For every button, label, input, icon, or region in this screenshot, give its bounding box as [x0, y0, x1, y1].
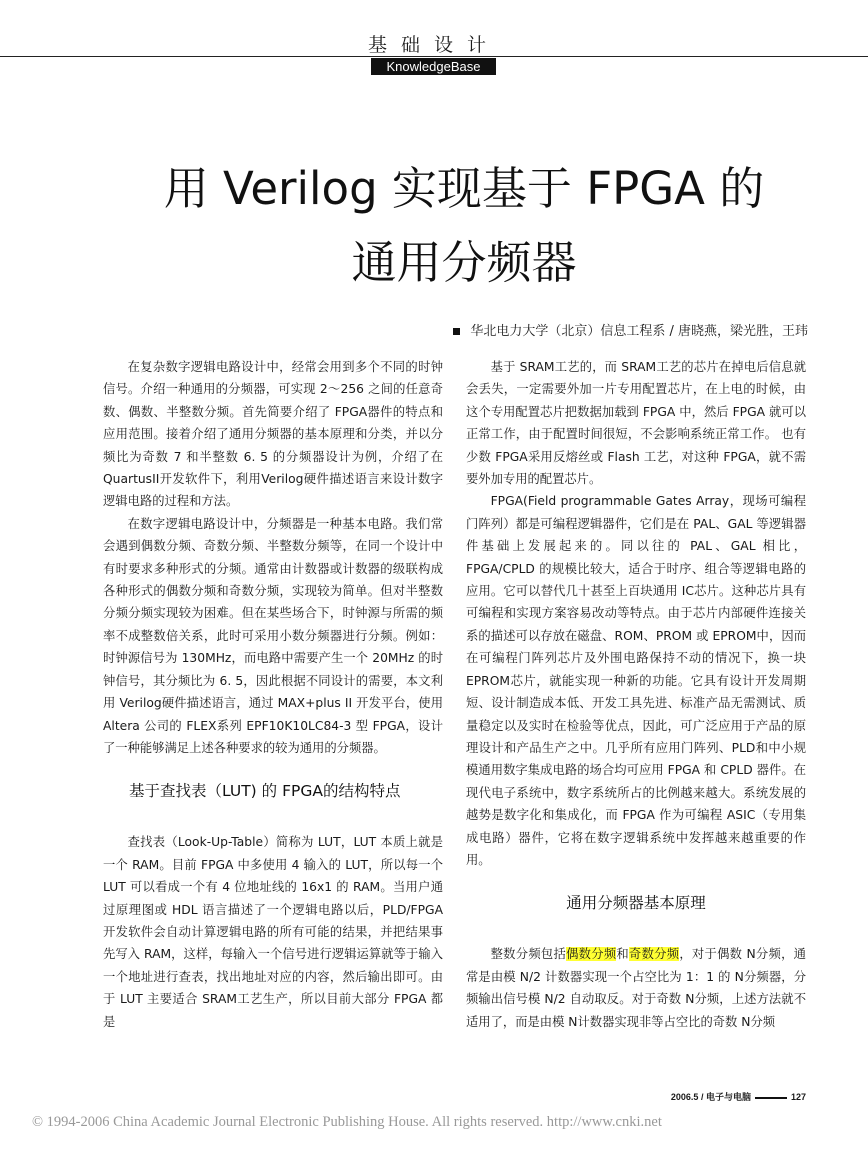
- highlighted-text: 奇数分频: [629, 947, 680, 962]
- right-column: [466, 356, 806, 1033]
- knowledgebase-label: KnowledgeBase: [371, 58, 496, 75]
- authors: 华北电力大学（北京）信息工程系 / 唐晓燕，梁光胜，王玮: [470, 324, 808, 339]
- journal-category: 基础设计: [367, 34, 500, 56]
- title-line-1: 用 Verilog 实现基于 FPGA 的: [163, 162, 765, 215]
- page-footer: 2006.5 / 电子与电脑 127: [670, 1092, 806, 1102]
- paragraph: 基于 SRAM工艺的，而 SRAM工艺的芯片在掉电后信息就会丢失，一定需要外加一片专用配置芯片，在上电的时候，由这个专用配置芯片把数据加载到 FPGA 中，然后 FPGA 就可以正常工作，由于配置时间很短，不会影响系统正常工作。 也有少数 FPGA采用反熔丝或 Flash 工艺，对这种 FPGA，就不需要外加专用的配置芯片。: [466, 360, 806, 487]
- text-run: 和: [616, 947, 630, 962]
- section-heading: 通用分频器基本原理: [566, 894, 706, 913]
- paragraph: 在数字逻辑电路设计中，分频器是一种基本电路。我们常会遇到偶数分频、奇数分频、半整数分频等，在同一个设计中有时要求多种形式的分频。通常由计数器或计数器的级联构成各种形式的偶数分频和奇数分频，实现较为简单。但对半整数分频分频实现较为困难。但在某些场合下，时钟源与所需的频率不成整数倍关系，此时可采用小数分频器进行分频。例如：时钟源信号为 130MHz，而电路中需要产生一个 20MHz 的时钟信号，其分频比为 6. 5，因此根据不同设计的需要，本文利用 Verilog硬件描述语言，通过 MAX+plus II 开发平台，使用 Altera 公司的 FLEX系列 EPF10K10LC84-3 型 FPGA，设计了一种能够满足上述各种要求的较为通用的分频器。: [103, 516, 443, 755]
- footer-rule: [755, 1097, 787, 1099]
- paragraph: 在复杂数字逻辑电路设计中，经常会用到多个不同的时钟信号。介绍一种通用的分频器，可实现 2～256 之间的任意奇数、偶数、半整数分频。首先简要介绍了 FPGA器件的特点和应用范围。接着介绍了通用分频器的基本原理和分类，并以分频比为奇数 7 和半整数 6. 5 的分频器设计为例，介绍了在QuartusII开发软件下，利用Verilog硬件描述语言来设计数字逻辑电路的过程和方法。: [103, 360, 443, 509]
- section-heading: 基于查找表（LUT) 的 FPGA的结构特点: [129, 782, 401, 801]
- left-column: [103, 356, 443, 1033]
- square-bullet-icon: [453, 328, 460, 335]
- issue-number: 2006.5: [670, 1092, 699, 1102]
- paragraph: [466, 943, 806, 1033]
- journal-name: 电子与电脑: [705, 1092, 751, 1102]
- text-run: 整数分频包括: [490, 947, 567, 962]
- author-line: [453, 320, 808, 339]
- copyright-watermark: © 1994-2006 China Academic Journal Electronic Publishing House. All rights reserved. http://www.cnki.net: [32, 1114, 662, 1130]
- text-run: ，对于偶数 N分频，通常是由模 N/2 计数器实现一个占空比为 1：1 的 N分频器，分频输出信号模 N/2 自动取反。对于奇数 N分频，上述方法就不适用了，而是由模 N计数器实现非等占空比的奇数 N分频: [466, 947, 806, 1029]
- paragraph: FPGA(Field programmable Gates Array，现场可编程门阵列）都是可编程逻辑器件，它们是在 PAL、GAL 等逻辑器件基础上发展起来的。同以往的 PAL、GAL 相比，FPGA/CPLD 的规模比较大，适合于时序、组合等逻辑电路的应用。它可以替代几十甚至上百块通用 IC芯片。这种芯片具有可编程和实现方案容易改动等特点。由于芯片内部硬件连接关系的描述可以存放在磁盘、ROM、PROM 或 EPROM中，因而在可编程门阵列芯片及外围电路保持不动的情况下，换一块 EPROM芯片，就能实现一种新的功能。它具有设计开发周期短、设计制造成本低、开发工具先进、标准产品无需测试、质量稳定以及实时在检验等优点，因此，可广泛应用于产品的原理设计和产品生产之中。几乎所有应用门阵列、PLD和中小规模通用数字集成电路的场合均可应用 FPGA 和 CPLD 器件。在现代电子系统中，数字系统所占的比例越来越大。系统发展的越势是数字化和集成化，而 FPGA 作为可编程 ASIC（专用集成电路）器件，它将在数字逻辑系统中发挥越来越重要的作用。: [466, 494, 806, 867]
- article-title: [80, 152, 848, 300]
- header-rule: [0, 56, 868, 57]
- page-number: 127: [790, 1092, 806, 1102]
- highlighted-text: 偶数分频: [566, 947, 617, 962]
- title-line-2: 通用分频器: [351, 236, 577, 289]
- paragraph: 查找表（Look-Up-Table）简称为 LUT，LUT 本质上就是一个 RAM。目前 FPGA 中多使用 4 输入的 LUT，所以每一个 LUT 可以看成一个有 4 位地址线的 16x1 的 RAM。当用户通过原理图或 HDL 语言描述了一个逻辑电路以后，PLD/FPGA 开发软件会自动计算逻辑电路的所有可能的结果，并把结果事先写入 RAM，这样，每输入一个信号进行逻辑运算就等于输入一个地址进行查表，找出地址对应的内容，然后输出即可。由于 LUT 主要适合 SRAM工艺生产，所以目前大部分 FPGA 都是: [103, 835, 443, 1029]
